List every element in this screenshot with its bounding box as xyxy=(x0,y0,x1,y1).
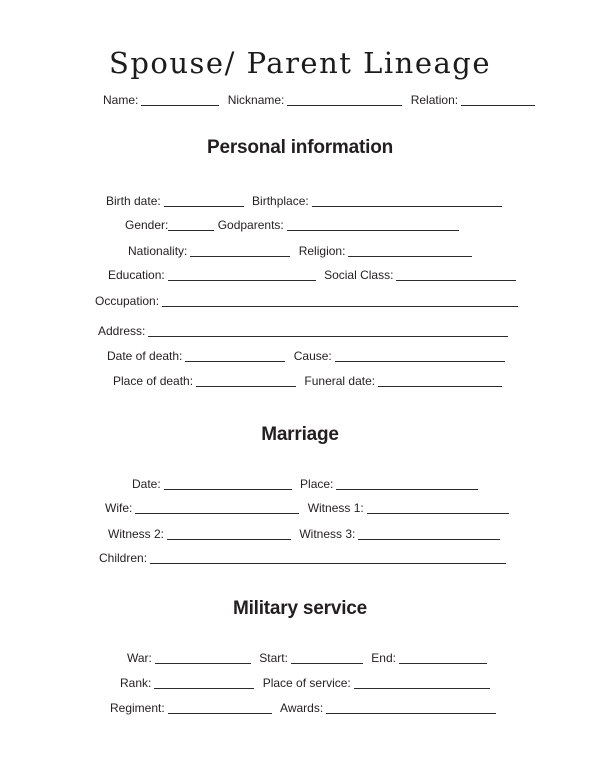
field-label: Education: xyxy=(108,268,165,282)
blank-line xyxy=(150,551,506,564)
field-label: Wife: xyxy=(105,501,133,515)
field-label: Nationality: xyxy=(128,244,188,258)
row-marriage-date-place xyxy=(132,477,478,492)
blank-line xyxy=(358,527,500,540)
field-label: Relation: xyxy=(410,93,459,107)
blank-line xyxy=(168,268,316,281)
field-label: War: xyxy=(127,651,152,665)
row-gender-godparents xyxy=(125,218,459,233)
blank-line xyxy=(335,349,505,362)
blank-line xyxy=(155,651,251,664)
row-occupation xyxy=(95,294,518,309)
field-label: Witness 2: xyxy=(108,527,165,541)
blank-line xyxy=(148,324,508,337)
field-label: Funeral date: xyxy=(304,374,376,388)
row-address xyxy=(98,324,508,339)
row-name-nickname-relation xyxy=(103,93,535,108)
blank-line xyxy=(164,477,292,490)
blank-line xyxy=(141,93,219,106)
field-label: Nickname: xyxy=(227,93,285,107)
row-war-start-end xyxy=(127,651,487,666)
blank-line xyxy=(162,294,518,307)
row-witness2-witness3 xyxy=(108,527,500,542)
field-label: Gender: xyxy=(125,218,169,232)
blank-line xyxy=(354,676,490,689)
blank-line xyxy=(164,194,244,207)
blank-line xyxy=(291,651,363,664)
field-label: Cause: xyxy=(293,349,332,363)
field-label: Awards: xyxy=(280,701,324,715)
row-rank-placeofservice xyxy=(120,676,490,691)
blank-line xyxy=(190,244,290,257)
field-label: Name: xyxy=(103,93,139,107)
field-label: Date of death: xyxy=(107,349,183,363)
field-label: Witness 3: xyxy=(299,527,356,541)
row-wife-witness1 xyxy=(105,501,509,516)
field-label: Start: xyxy=(259,651,288,665)
field-label: Date: xyxy=(132,477,161,491)
blank-line xyxy=(168,218,214,231)
section-heading-military-service: Military service xyxy=(232,598,368,619)
field-label: Social Class: xyxy=(324,268,394,282)
field-label: Birthplace: xyxy=(252,194,309,208)
blank-line xyxy=(399,651,487,664)
blank-line xyxy=(287,93,402,106)
blank-line xyxy=(154,676,254,689)
blank-line xyxy=(196,374,296,387)
row-education-socialclass xyxy=(108,268,516,283)
blank-line xyxy=(168,701,272,714)
blank-line xyxy=(135,501,299,514)
field-label: Children: xyxy=(99,551,148,565)
field-label: Birth date: xyxy=(106,194,161,208)
field-label: Place of death: xyxy=(113,374,194,388)
document-title: Spouse/ Parent Lineage xyxy=(108,46,492,80)
section-heading-marriage: Marriage xyxy=(261,424,339,445)
blank-line xyxy=(348,244,472,257)
field-label: Regiment: xyxy=(110,701,165,715)
blank-line xyxy=(326,701,496,714)
row-nationality-religion xyxy=(128,244,472,259)
blank-line xyxy=(461,93,535,106)
row-birthdate-birthplace xyxy=(106,194,502,209)
blank-line xyxy=(185,349,285,362)
row-dateofdeath-cause xyxy=(107,349,505,364)
field-label: Religion: xyxy=(298,244,346,258)
blank-line xyxy=(396,268,516,281)
row-regiment-awards xyxy=(110,701,496,716)
field-label: Rank: xyxy=(120,676,152,690)
section-heading-personal-information: Personal information xyxy=(206,137,394,158)
blank-line xyxy=(312,194,502,207)
field-label: End: xyxy=(371,651,396,665)
field-label: Witness 1: xyxy=(307,501,364,515)
blank-line xyxy=(287,218,459,231)
blank-line xyxy=(336,477,478,490)
blank-line xyxy=(167,527,291,540)
field-label: Place of service: xyxy=(262,676,351,690)
field-label: Place: xyxy=(300,477,334,491)
row-placeofdeath-funeraldate xyxy=(113,374,502,389)
blank-line xyxy=(367,501,509,514)
field-label: Address: xyxy=(98,324,146,338)
row-children xyxy=(99,551,506,566)
field-label: Occupation: xyxy=(95,294,160,308)
field-label: Godparents: xyxy=(217,218,284,232)
blank-line xyxy=(378,374,502,387)
